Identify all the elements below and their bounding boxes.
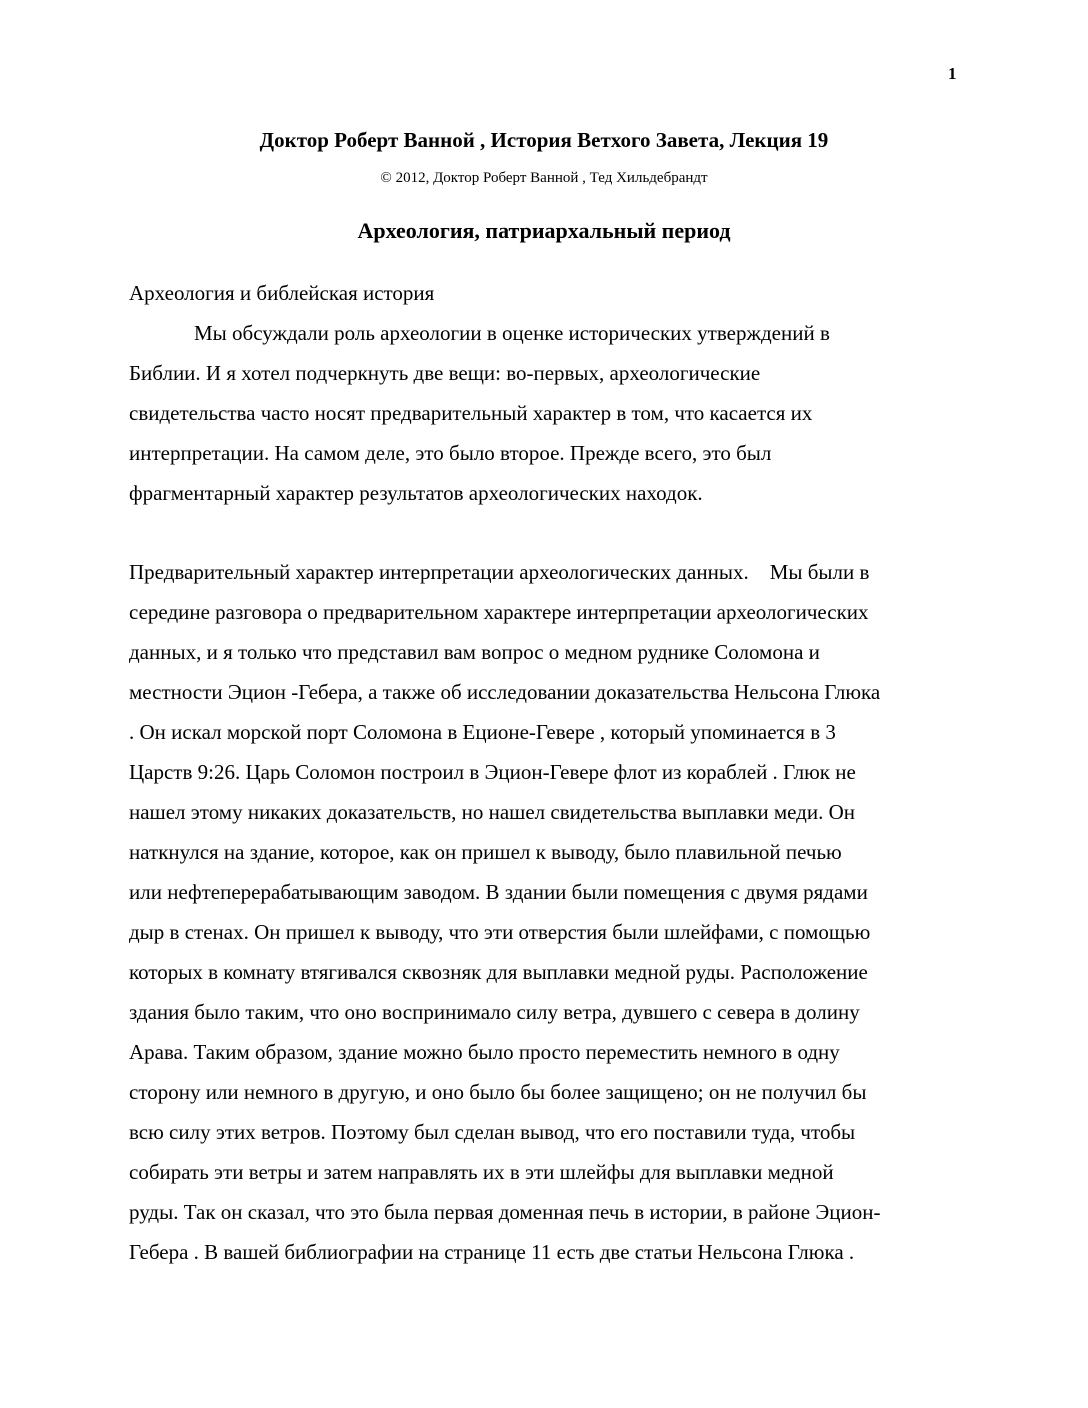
paragraph-line: руды. Так он сказал, что это была первая доменная печь в истории, в районе Эцион-	[129, 1200, 881, 1224]
paragraph-line: Предварительный характер интерпретации археологических данных. Мы были в	[129, 560, 870, 584]
paragraph-line: которых в комнату втягивался сквозняк для выплавки медной руды. Расположение	[129, 960, 868, 984]
paragraph-line: Царств 9:26. Царь Соломон построил в Эцион-Гевере флот из кораблей . Глюк не	[129, 760, 856, 784]
paragraph-line: собирать эти ветры и затем направлять их в эти шлейфы для выплавки медной	[129, 1160, 834, 1184]
paragraph-line: Гебера . В вашей библиографии на странице 11 есть две статьи Нельсона Глюка .	[129, 1240, 855, 1264]
paragraph-line: Арава. Таким образом, здание можно было просто переместить немного в одну	[129, 1040, 840, 1064]
paragraph-line: . Он искал морской порт Соломона в Еционе-Гевере , который упоминается в 3	[129, 720, 836, 744]
page-number: 1	[948, 64, 957, 83]
paragraph-line: данных, и я только что представил вам вопрос о медном руднике Соломона и	[129, 640, 820, 664]
paragraph-line: середине разговора о предварительном характере интерпретации археологических	[129, 600, 869, 624]
paragraph-line: Библии. И я хотел подчеркнуть две вещи: во-первых, археологические	[129, 361, 761, 385]
paragraph-line: местности Эцион -Гебера, а также об исследовании доказательства Нельсона Глюка	[129, 680, 881, 704]
paragraph-line: фрагментарный характер результатов археологических находок.	[129, 481, 703, 505]
paragraph-line: свидетельства часто носят предварительный характер в том, что касается их	[129, 401, 813, 425]
paragraph-line: нашел этому никаких доказательств, но нашел свидетельства выплавки меди. Он	[129, 800, 855, 824]
paragraph-line: интерпретации. На самом деле, это было второе. Прежде всего, это был	[129, 441, 772, 465]
paragraph-line: здания было таким, что оно воспринимало силу ветра, дувшего с севера в долину	[129, 1000, 860, 1024]
paragraph-line: всю силу этих ветров. Поэтому был сделан вывод, что его поставили туда, чтобы	[129, 1120, 856, 1144]
paragraph-line: или нефтеперерабатывающим заводом. В здании были помещения с двумя рядами	[129, 880, 868, 904]
paragraph-line: сторону или немного в другую, и оно было бы более защищено; он не получил бы	[129, 1080, 867, 1104]
document-subtitle: Археология, патриархальный период	[357, 218, 731, 243]
section-heading: Археология и библейская история	[129, 281, 435, 305]
copyright-line: © 2012, Доктор Роберт Ванной , Тед Хильдебрандт	[380, 170, 708, 186]
paragraph-line: наткнулся на здание, которое, как он пришел к выводу, было плавильной печью	[129, 840, 842, 864]
paragraph-line: Мы обсуждали роль археологии в оценке исторических утверждений в	[194, 321, 830, 345]
document-title: Доктор Роберт Ванной , История Ветхого Завета, Лекция 19	[259, 128, 829, 152]
paragraph-line: дыр в стенах. Он пришел к выводу, что эти отверстия были шлейфами, с помощью	[129, 920, 871, 944]
